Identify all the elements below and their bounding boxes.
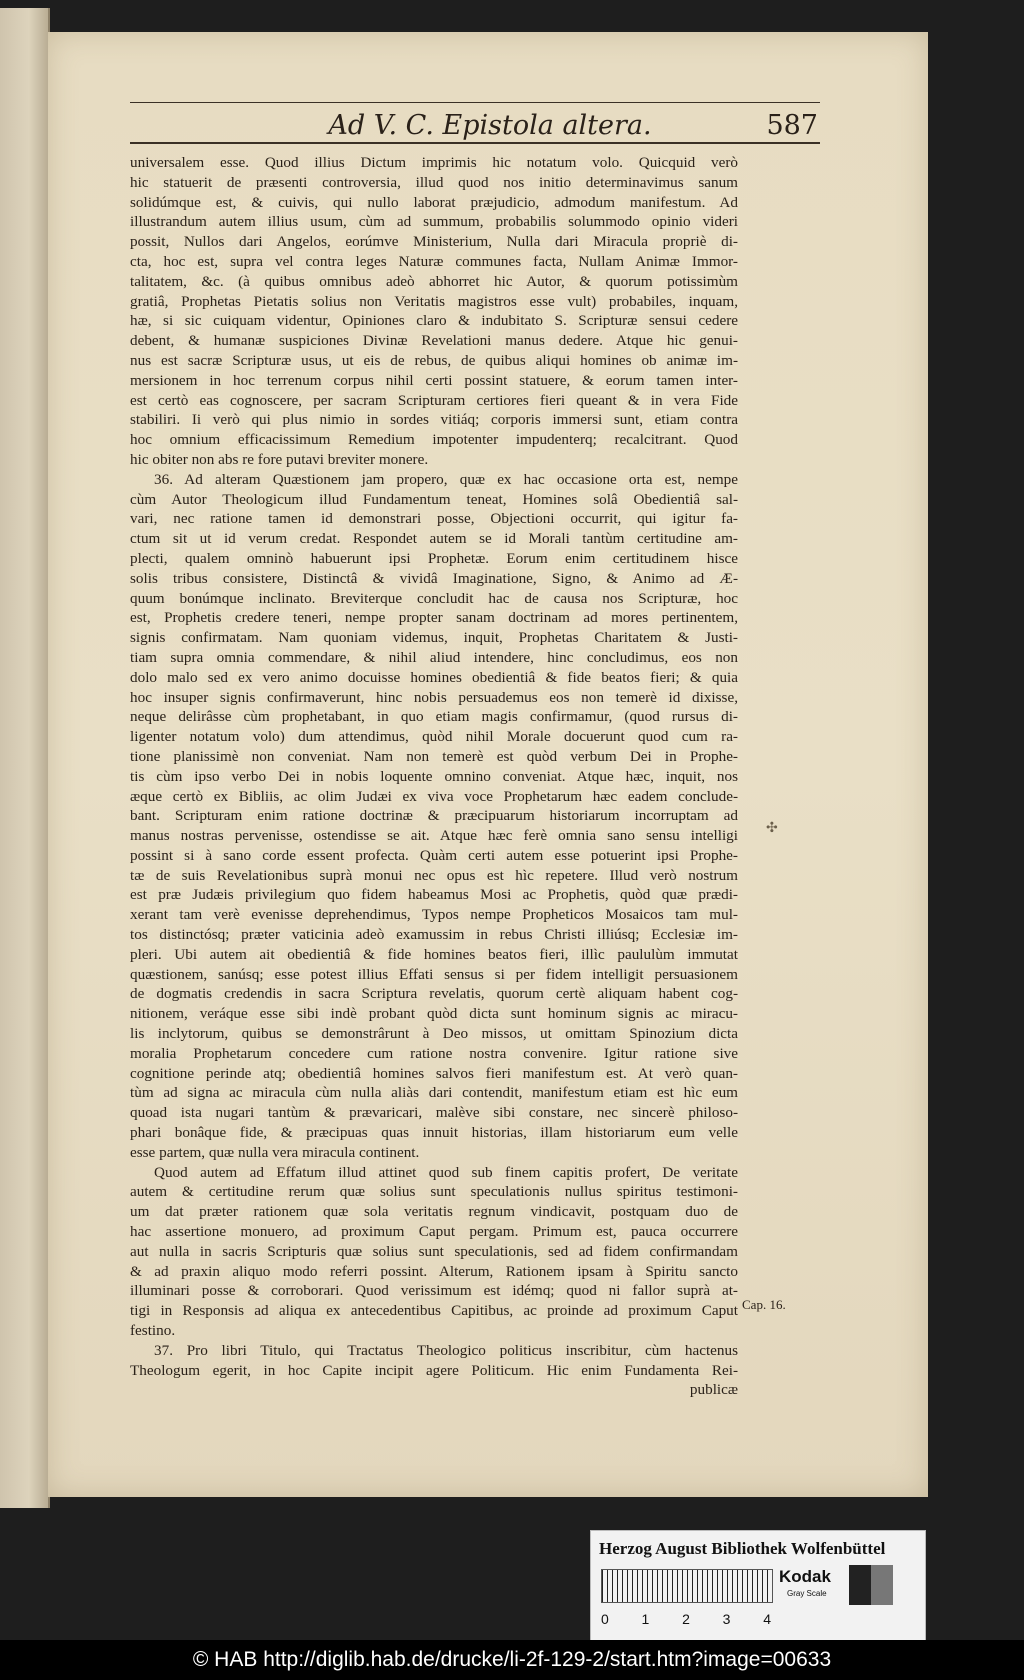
text-line: possit, Nullos dari Angelos, eorúmve Ministerium, Nulla dari Miracula propriè di- xyxy=(130,233,738,251)
text-line: publicæ xyxy=(689,1381,738,1399)
text-line: lis inclytorum, quibus se demonstrârunt à Deo missos, ut omittam Spinozium dicta xyxy=(130,1025,738,1043)
text-line: quoad ista nugari tantùm & prævaricari, malève sibi constare, nec sincerè philoso- xyxy=(130,1104,738,1122)
ruler-number: 2 xyxy=(682,1611,690,1627)
running-head: Ad V. C. Epistola altera. xyxy=(328,110,652,141)
facing-page-edge xyxy=(0,8,50,1508)
text-line: vari, nec ratione tamen id demonstrari posse, Objectioni occurrit, qui igitur fa- xyxy=(130,510,738,528)
text-line: manus nostras pervenisse, ostendisse se ait. Atque hæc ferè omnia sano sensu intelligi xyxy=(130,827,738,845)
text-line: pleri. Ubi autem ait obedientiâ & fide homines beatos fieri, illìc paululùm immutat xyxy=(130,945,738,963)
text-line: universalem esse. Quod illius Dictum imprimis hic notatum volo. Quicquid verò xyxy=(130,154,738,171)
text-line: nitionem, veráque esse sibi indè probant quòd dicta sunt hominum signis ac miracu- xyxy=(130,1005,738,1023)
text-line: ligenter notatum volo) dum attendimus, quòd nihil Morale docuerunt quod cum ra- xyxy=(130,728,738,746)
text-line: esse partem, quæ nulla vera miracula continent. xyxy=(130,1143,420,1161)
text-line: autem & certitudine rerum quæ solius sunt speculationis nullus spiritus testimoni- xyxy=(130,1183,738,1201)
text-line: illustrandum autem illius usum, cùm ad summum, probabilis solummodo opinio videri xyxy=(130,213,738,231)
text-line: moralia Prophetarum concedere cum ratione nostra convenire. Igitur ratione sive xyxy=(130,1044,738,1062)
text-line: bant. Scripturam enim ratione doctrinæ & præcipuarum historiarum incorruptam ad xyxy=(130,807,738,825)
text-line: tiam supra omnia commendare, & nihil aliud intendere, hinc concludimus, eos non xyxy=(130,648,738,666)
text-line: dolo malo sed ex vero animo docuisse homines obedientiâ & fide beatos fieri; & quia xyxy=(130,668,738,686)
gray-swatch-dark xyxy=(849,1565,871,1605)
footer-credit: © HAB http://diglib.hab.de/drucke/li-2f-129-2/start.htm?image=00633 xyxy=(0,1640,1024,1680)
text-line: tigi in Responsis ad aliqua ex antecedentibus Capitibus, ac proinde ad proximum Caput xyxy=(130,1302,738,1320)
text-line: æque certò ex Bibliis, ac olim Judæi ex viva voce Prophetarum hæc eadem conclude- xyxy=(130,787,738,805)
text-line: solidúmque est, & cuivis, qui nullo laborat præjudicio, admodum manifestum. Ad xyxy=(130,193,738,211)
text-line: debent, & humanæ suspiciones Divinæ Revelationi manus dedere. Atque hic genui- xyxy=(130,332,738,350)
text-line: solis tribus consistere, Distinctâ & vividâ Imaginatione, Signo, & Animo ad Æ- xyxy=(130,569,738,587)
text-line: tùm ad signa ac miracula cùm nulla aliàs dari contendit, manifestum etiam est hìc eum xyxy=(130,1084,738,1102)
header-rule-top xyxy=(130,102,820,103)
text-line: plecti, qualem omninò habuerunt ipsi Prophetæ. Eorum enim certitudinem hisce xyxy=(130,549,738,567)
page-header xyxy=(130,72,820,144)
text-line: illuminari posse & corroborari. Quod verissimum est idémq; quod ni fallor suprà at- xyxy=(130,1282,738,1300)
text-line: 37. Pro libri Titulo, qui Tractatus Theologico politicus inscribitur, cùm hactenus xyxy=(154,1341,738,1359)
text-line: hic obiter non abs re fore putavi breviter monere. xyxy=(130,450,429,468)
text-line: & ad praxin aliquo modo referri possint. Alterum, Rationem ipsam à Spiritu sancto xyxy=(130,1262,738,1280)
color-calibration-card xyxy=(590,1530,926,1642)
text-line: stabiliri. Ii verò qui plus nimio in sordes vitiáq; corporis immersi sunt, etiam contra xyxy=(130,411,738,429)
ruler-number: 0 xyxy=(601,1611,609,1627)
text-line: phari bonâque fide, & præcipuas quas innuit historias, illam historiarum eum velle xyxy=(130,1124,738,1142)
ruler-number: 4 xyxy=(763,1611,771,1627)
text-line: cùm Autor Theologicum illud Fundamentum teneat, Homines solâ Obedientiâ sal- xyxy=(130,490,738,508)
text-line: cognitione perinde atq; obedientiâ homines salvos fieri manifestum est. At verò quan- xyxy=(130,1064,738,1082)
text-line: aut nulla in sacris Scripturis quæ solius sunt speculationis, sed ad fidem confirmandam xyxy=(130,1242,738,1260)
text-line: talitatem, &c. (à quibus omnibus adeò abhorret hic Autor, & quorum potissimùm xyxy=(130,272,738,290)
header-rule-bottom xyxy=(130,142,820,144)
text-line: hæ, si sic cuiquam videntur, Opiniones claro & indubitato S. Scripturæ sensui cedere xyxy=(130,312,738,330)
kodak-brand: Kodak xyxy=(779,1567,831,1586)
marginal-note: Cap. 16. xyxy=(742,1297,786,1312)
text-line: hac assertione monuero, ad proximum Caput pergam. Primum est, pauca occurrere xyxy=(130,1223,738,1241)
text-line: hoc omnium efficacissimum Remedium impotenter impudenterq; recalcitrant. Quod xyxy=(130,431,738,449)
text-line: est certò eas cognoscere, per sacram Scripturam certiores fieri queant & in vera Fide xyxy=(130,391,738,409)
card-title: Herzog August Bibliothek Wolfenbüttel xyxy=(599,1539,886,1558)
text-line: est præ Judæis privilegium quo fidem habeamus Mosi ac Prophetis, quòd quæ prædi- xyxy=(130,886,738,904)
text-line: hoc insuper signis confirmaverunt, hinc nobis persuademus eos non temerè id dixisse, xyxy=(130,688,738,706)
body-text xyxy=(130,153,738,1400)
gray-scale-label: Gray Scale xyxy=(787,1589,827,1598)
gray-swatch-mid xyxy=(871,1565,893,1605)
text-line: tis cùm ipso verbo Dei in nobis loquente omnino conveniat. Atque hæc, inquit, nos xyxy=(130,767,738,785)
ruler-numbers xyxy=(601,1611,771,1627)
text-line: ctum sit ut id verum credat. Respondet autem se id Morali tantùm certitudine am- xyxy=(130,530,738,548)
text-line: tione planissimè non conveniat. Nam non temerè est quòd verbum Dei in Prophe- xyxy=(130,747,738,765)
text-line: xerant tam verè evenisse deprehendimus, Typos nempe Propheticos Mosaicos tam mul- xyxy=(130,906,738,924)
text-line: 36. Ad alteram Quæstionem jam propero, quæ ex hac occasione orta est, nempe xyxy=(154,470,738,488)
text-line: nus est sacræ Scripturæ usus, ut eis de rebus, de quibus aliqui homines ob animæ im- xyxy=(130,351,738,369)
ruler-number: 1 xyxy=(641,1611,650,1627)
text-line: possint si à sano corde essent profecta. Quàm certi autem esse potuerint ipsi Prophe- xyxy=(130,846,738,864)
text-line: festino. xyxy=(130,1322,176,1340)
text-line: mersionem in hoc terrenum corpus nihil certi possint statuere, & eorum tamen inter- xyxy=(130,371,738,389)
ruler-number: 3 xyxy=(722,1611,731,1627)
text-line: tos distinctósq; præter vaticinia adeò examussim in rebus Christi illiúsq; Ecclesiæ im- xyxy=(130,926,738,944)
text-line: quæstionem, sanúsq; esse potest illius Effati sensus si per fidem intelligit persuasionem xyxy=(130,965,738,983)
text-line: est, Prophetis credere teneri, nempe propter sanam doctrinam ad mores pertinentem, xyxy=(130,609,738,627)
text-line: um dat præter rationem quæ sola veritatis regnum vindicavit, postquam duo de xyxy=(130,1203,738,1221)
text-line: Quod autem ad Effatum illud attinet quod sub finem capitis profert, De veritate xyxy=(154,1163,738,1181)
page-number: 587 xyxy=(766,110,818,141)
text-line: hic statuerit de præsenti controversia, illud quod nos initio determinavimus sanum xyxy=(130,173,738,191)
text-line: neque delirâsse cùm prophetabant, in quo etiam magis confirmamur, (quod rursus di- xyxy=(130,708,738,726)
text-line: cta, hoc est, supra vel contra leges Naturæ communes facta, Nullam Animæ Immor- xyxy=(130,252,738,270)
text-line: de dogmatis credendis in sacra Scriptura revelatis, quorum certè aliquam habent cog- xyxy=(130,985,738,1003)
text-line: tæ de suis Revelationibus suprà monui nec opus est hìc repetere. Illud verò nostrum xyxy=(130,866,738,884)
text-line: signis confirmatam. Nam quoniam videmus, inquit, Prophetas Charitatem & Justi- xyxy=(130,629,738,647)
text-line: Theologum egerit, in hoc Capite incipit agere Politicum. Hic enim Fundamenta Rei- xyxy=(130,1361,738,1379)
text-line: gratiâ, Prophetas Pietatis solius non Veritatis magistros esse vult) probabiles, inquam, xyxy=(130,292,738,310)
text-line: quum bonúmque inclinato. Breviterque concludit hac de causa nos Scripturæ, hoc xyxy=(130,589,738,607)
ruler-scale xyxy=(601,1569,773,1603)
marginal-ink-mark-icon: ✣ xyxy=(766,820,778,836)
